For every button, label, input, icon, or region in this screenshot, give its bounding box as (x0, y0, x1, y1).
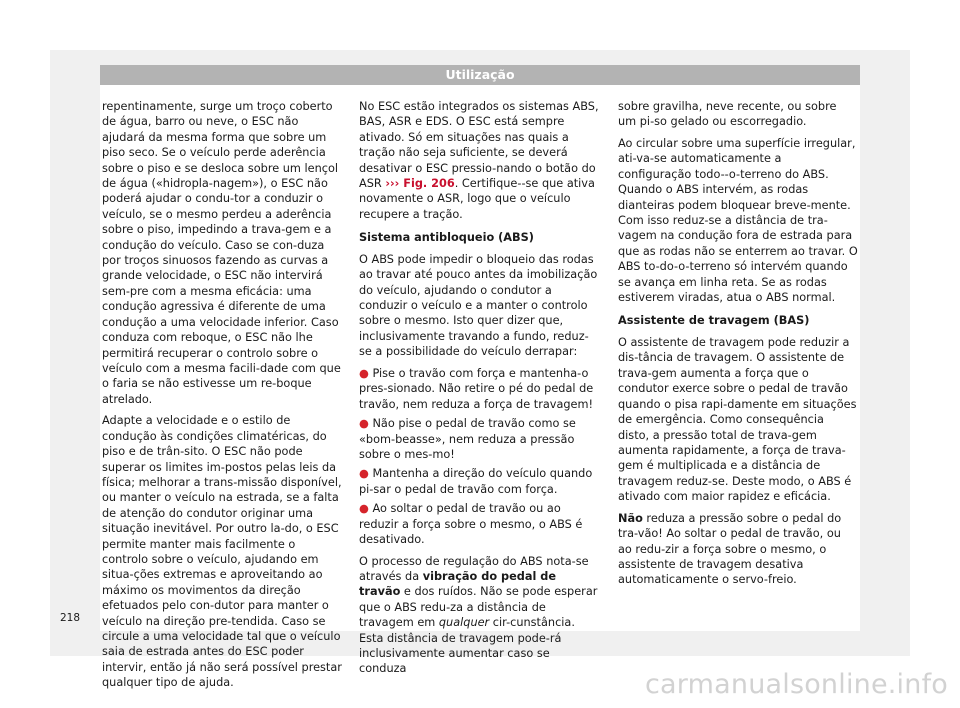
page-number: 218 (60, 612, 81, 624)
bullet-icon: ● (359, 366, 369, 380)
paragraph: sobre gravilha, neve recente, ou sobre um pi-so gelado ou escorregadio. (618, 100, 837, 129)
list-item: ● Pise o travão com força e mantenha-o pres-sionado. Não retire o pé do pedal de travão, nem reduza a força de travagem! (359, 366, 594, 411)
column-2 (359, 99, 599, 683)
paragraph: O ABS pode impedir o bloqueio das rodas ao travar até pouco antes da imobilização do veículo, ajudando o condutor a conduzir o veículo e a manter o controlo sobre o mesmo. Isto quer dizer que, inclusivamente travando a fundo, reduz-se a possibilidade do veículo derrapar: (359, 252, 598, 359)
list-item: ● Ao soltar o pedal de travão ou ao reduzir a força sobre o mesmo, o ABS é desativado. (359, 502, 583, 546)
bullet-icon: ● (359, 467, 369, 481)
heading-abs: Sistema antibloqueio (ABS) (359, 231, 534, 245)
column-3 (618, 99, 858, 594)
paragraph: O processo de regulação do ABS nota-se através da vibração do pedal de travão e dos ruídos. Não se pode esperar que o ABS redu-za a distância de travagem em qualquer cir-cunstância. Esta distância de travagem pode-rá inclusivamente aumentar caso se conduza (359, 554, 598, 676)
heading-bas: Assistente de travagem (BAS) (618, 314, 810, 328)
paragraph: Adapte a velocidade e o estilo de condução às condições climatéricas, do piso e de trân-sito. O ESC não pode superar os limites im-postos pelas leis da física; melhorar a trans-missão disponível, ou manter o veículo na estrada, se a falta de atenção do condutor originar uma situação inevitável. Por outro la-do, o ESC permite manter mais facilmente o controlo sobre o veículo, ajudando em situa-ções extremas e aproveitando ao máximo os movimentos da direção efetuados pelo con-dutor para manter o veículo na direção pre-tendida. Caso se circule a uma velocidade tal que o veículo saia de estrada antes do ESC poder intervir, então já não será possível prestar qualquer tipo de ajuda. (102, 414, 342, 690)
paragraph: Não reduza a pressão sobre o pedal do tra-vão! Ao soltar o pedal de travão, ou ao redu-zir a força sobre o mesmo, o assistente de travagem desativa automaticamente o servo-freio. (618, 511, 842, 587)
paragraph: No ESC estão integrados os sistemas ABS, BAS, ASR e EDS. O ESC está sempre ativado. Só em situações nas quais a tração não seja suficiente, se deverá desativar o ESC pressio-nando o botão do ASR ››› Fig. 206. Certifique--se que ativa novamente o ASR, logo que o veículo recupere a tração. (359, 100, 599, 221)
paragraph: repentinamente, surge um troço coberto de água, barro ou neve, o ESC não ajudará da mesma forma que sobre um piso seco. Se o veículo perde aderência sobre o piso e se desloca sobre um lençol de água («hidropla-nagem»), o ESC não poderá ajudar o condu-tor a conduzir o veículo, se o mesmo perdeu a aderência sobre o piso, impedindo a trava-gem e a condução do veículo. Caso se con-duza por troços sinuosos fazendo as curvas a grande velocidade, o ESC não intervirá sem-pre com a mesma eficácia: uma condução agressiva é diferente de uma condução a uma velocidade inferior. Caso conduza com reboque, o ESC não lhe permitirá recuperar o controlo sobre o veículo com a mesma facili-dade com que o faria se não estivesse um re-boque atrelado. (102, 100, 341, 406)
bullet-icon: ● (359, 502, 369, 516)
column-1 (102, 99, 342, 697)
watermark: carmanualsonline.info (645, 669, 948, 700)
bullet-icon: ● (359, 417, 369, 431)
paragraph: Ao circular sobre uma superfície irregular, ati-va-se automaticamente a configuração todo--o-terreno do ABS. Quando o ABS intervém, as rodas dianteiras podem bloquear breve-mente. Com isso reduz-se a distância de tra-vagem na condução fora de estrada para que as rodas não se enterrem ao travar. O ABS to-do-o-terreno só intervém quando se avança em linha reta. Se as rodas estiverem viradas, atua o ABS normal. (618, 137, 858, 305)
list-item: ● Não pise o pedal de travão como se «bom-beasse», nem reduza a pressão sobre o mes-mo! (359, 417, 576, 461)
paragraph: O assistente de travagem pode reduzir a dis-tância de travagem. O assistente de trava-gem aumenta a força que o condutor exerce sobre o pedal de travão quando o pisa rapi-damente em situações de emergência. Como consequência disto, a pressão total de trava-gem aumenta rapidamente, a força de trava-gem é multiplicada e a distância de travagem reduz-se. Deste modo, o ABS é ativado com maior rapidez e eficácia. (618, 336, 857, 504)
section-header: Utilização (100, 65, 860, 85)
figure-reference-link[interactable]: ››› Fig. 206 (385, 177, 455, 191)
list-item: ● Mantenha a direção do veículo quando pi-sar o pedal de travão com força. (359, 467, 593, 496)
